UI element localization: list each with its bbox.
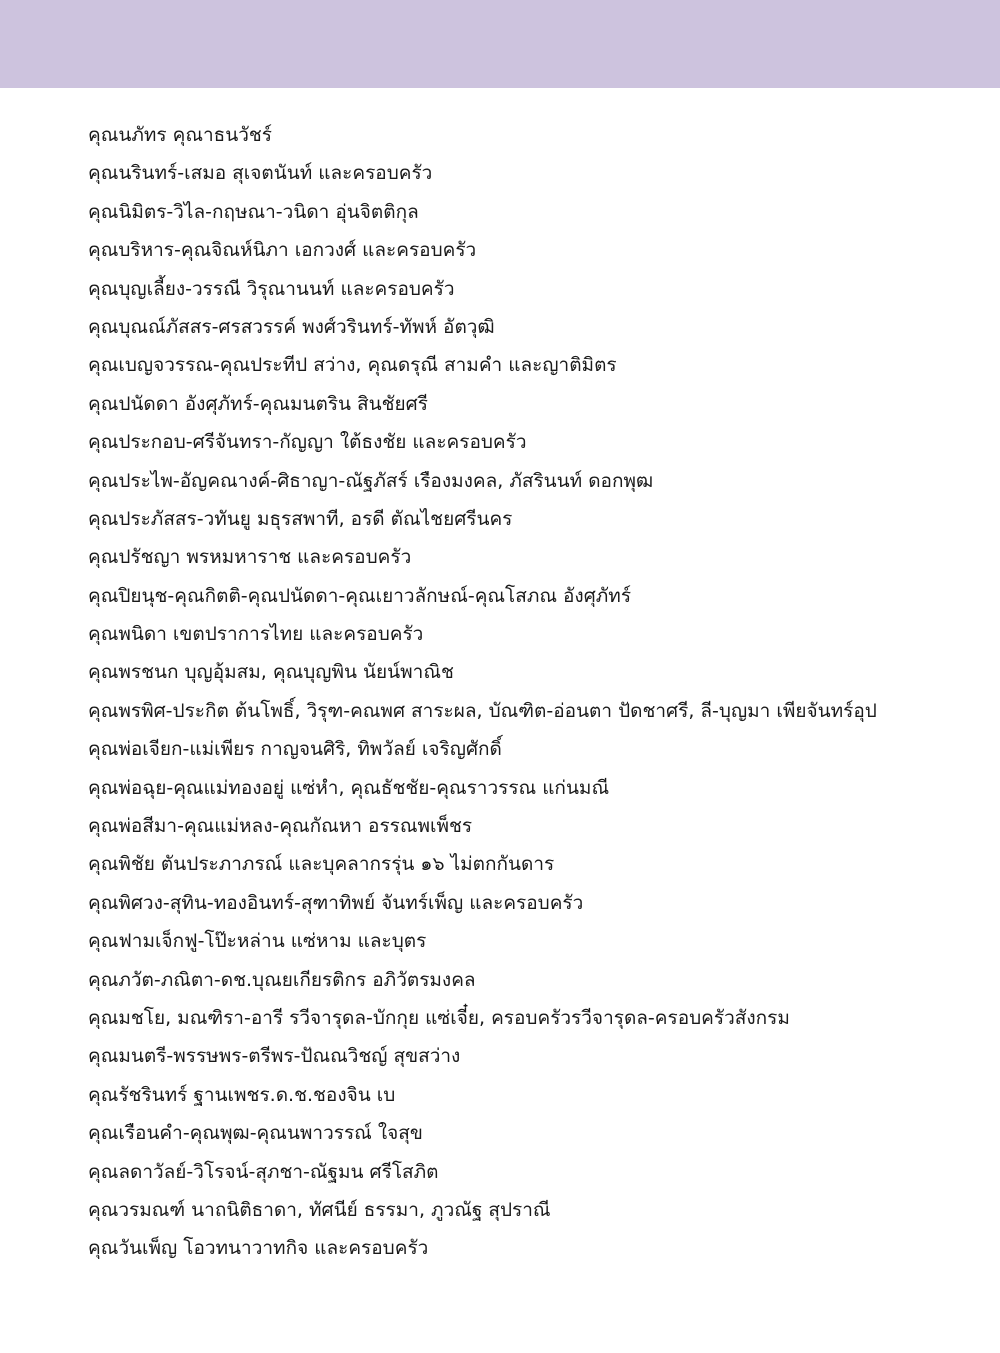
list-item: คุณพ่อเจียก-แม่เพียร กาญจนศิริ, ทิพวัลย์ เจริญศักดิ์: [88, 738, 502, 761]
list-item: คุณบุญเลี้ยง-วรรณี วิรุณานนท์ และครอบครัว: [88, 277, 455, 300]
list-item: คุณวรมณฑ์ นาถนิติธาดา, ทัศนีย์ ธรรมา, ภูวณัฐ สุปราณี: [88, 1198, 551, 1221]
list-item: คุณพ่อสีมา-คุณแม่หลง-คุณกัณหา อรรณพเพ็ชร: [88, 815, 473, 838]
list-item: คุณประกอบ-ศรีจันทรา-กัญญา ใต้ธงชัย และครอบครัว: [88, 431, 527, 454]
list-item: คุณพิชัย ตันประภาภรณ์ และบุคลากรรุ่น ๑๖ ไม่ตกกันดาร: [88, 853, 555, 876]
list-item: คุณเบญจวรรณ-คุณประทีป สว่าง, คุณดรุณี สามคำ และญาติมิตร: [88, 354, 617, 377]
list-item: คุณฟามเจ็กฟู-โป๊ะหล่าน แซ่หาม และบุตร: [88, 930, 427, 953]
list-item: คุณพ่อฉุย-คุณแม่ทองอยู่ แซ่หำ, คุณธัชชัย-คุณราวรรณ แก่นมณี: [88, 776, 610, 799]
list-item: คุณมนตรี-พรรษพร-ตรีพร-ปัณณวิชญ์ สุขสว่าง: [88, 1045, 461, 1068]
list-item: คุณปิยนุช-คุณกิตติ-คุณปนัดดา-คุณเยาวลักษณ์-คุณโสภณ อังศุภัทร์: [88, 584, 632, 607]
list-item: คุณปรัชญา พรหมหาราช และครอบครัว: [88, 546, 412, 569]
list-item: คุณปนัดดา อังศุภัทร์-คุณมนตริน สินชัยศรี: [88, 392, 428, 415]
list-item: คุณบริหาร-คุณจิณห์นิภา เอกวงศ์ และครอบครัว: [88, 239, 477, 262]
donor-name-list: [88, 116, 968, 1268]
list-item: คุณพรชนก บุญอุ้มสม, คุณบุญพิน นัยน์พาณิช: [88, 661, 454, 684]
list-item: คุณมชโย, มณฑิรา-อารี รวีจารุดล-บักกุย แซ่เจี๋ย, ครอบครัวรวีจารุดล-ครอบครัวสังกรม: [88, 1006, 790, 1029]
list-item: คุณพรพิศ-ประกิต ต้นโพธิ์, วิรุฑ-คณพศ สาระผล, บัณฑิต-อ่อนตา ปัดชาศรี, ลี-บุญมา เพียจันทร์อุป: [88, 699, 877, 722]
list-item: คุณพิศวง-สุทิน-ทองอินทร์-สุฑาทิพย์ จันทร์เพ็ญ และครอบครัว: [88, 891, 584, 914]
list-item: คุณประภัสสร-วทันยู มธุรสพาที, อรดี ตัณไชยศรีนคร: [88, 507, 513, 530]
list-item: คุณพนิดา เขตปราการไทย และครอบครัว: [88, 623, 424, 646]
list-item: คุณลดาวัลย์-วิโรจน์-สุภชา-ณัฐมน ศรีโสภิต: [88, 1160, 439, 1183]
list-item: คุณนิมิตร-วิไล-กฤษณา-วนิดา อุ่นจิตติกุล: [88, 200, 419, 223]
list-item: คุณประไพ-อัญคณางค์-ศิธาญา-ณัฐภัสร์ เรืองมงคล, ภัสรินนท์ ดอกพุฒ: [88, 469, 654, 492]
header-band: [0, 0, 1000, 88]
list-item: คุณนภัทร คุณาธนวัชร์: [88, 124, 272, 146]
list-item: คุณรัชรินทร์ ฐานเพชร.ด.ช.ชองจิน เบ: [88, 1083, 396, 1106]
list-item: คุณภวัต-ภณิตา-ดช.บุณยเกียรติกร อภิวัตรมงคล: [88, 968, 476, 991]
list-item: คุณบุณณ์ภัสสร-ศรสวรรค์ พงศ์วรินทร์-ทัพห์ อัตวุฒิ: [88, 315, 495, 338]
list-item: คุณเรือนคำ-คุณพุฒ-คุณนพาวรรณ์ ใจสุข: [88, 1122, 423, 1145]
list-item: คุณนรินทร์-เสมอ สุเจตนันท์ และครอบครัว: [88, 162, 433, 185]
list-item: คุณวันเพ็ญ โอวทนาวาทกิจ และครอบครัว: [88, 1237, 429, 1260]
